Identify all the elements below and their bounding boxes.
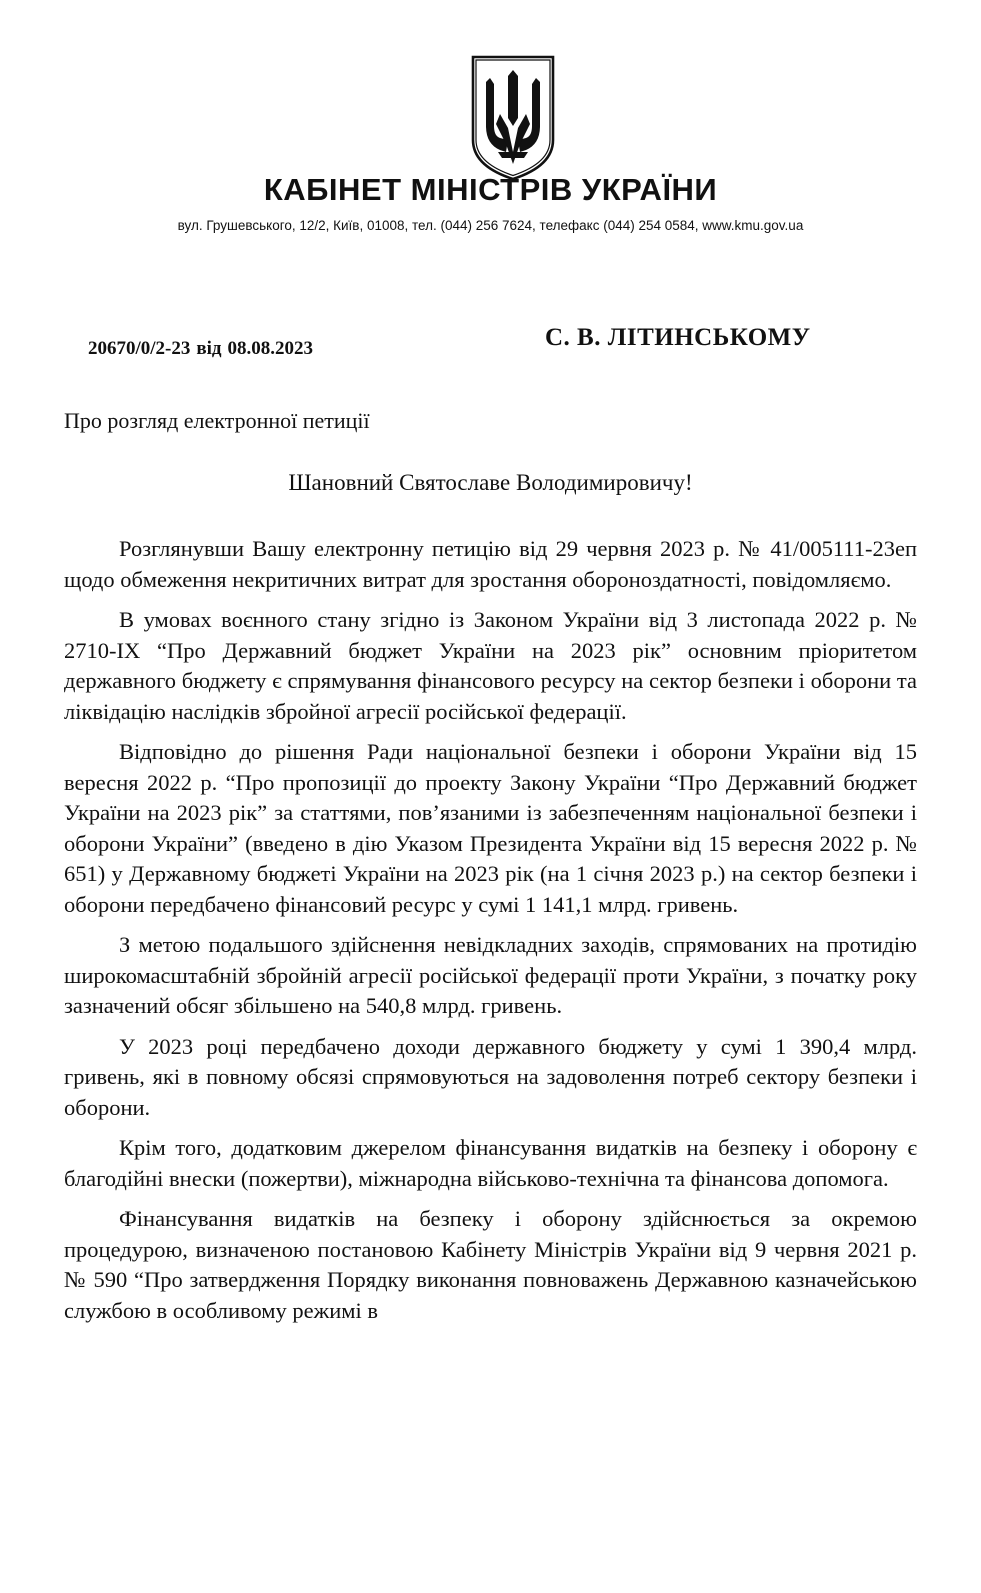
org-title: КАБІНЕТ МІНІСТРІВ УКРАЇНИ: [263, 172, 718, 207]
paragraph: З метою подальшого здійснення невідкладних заходів, спрямованих на протидію широкомасштабній збройній агресії російської федерації проти України, з початку року зазначений обсяг збільшено на 540,8 млрд. гривень.: [64, 932, 917, 1018]
paragraph: Крім того, додатковим джерелом фінансування видатків на безпеку і оборону є благодійні внески (пожертви), міжнародна військово-технічна та фінансова допомога.: [64, 1135, 917, 1191]
coat-of-arms-icon: [468, 54, 558, 182]
letter-subject: Про розгляд електронної петиції: [64, 408, 370, 433]
registration-from-word: від: [196, 338, 222, 359]
paragraph: Відповідно до рішення Ради національної безпеки і оборони України від 15 вересня 2022 р. “Про пропозиції до проекту Закону України “Про Державний бюджет України на 2023 рік” за статтями, пов’язаними із забезпеченням національної безпеки і оборони України” (введено в дію Указом Президента України від 15 вересня 2022 р. № 651) у Державному бюджеті України на 2023 рік (на 1 січня 2023 р.) на сектор безпеки і оборони передбачено фінансовий ресурс у сумі 1 141,1 млрд. гривень.: [64, 739, 917, 917]
addressee: С. В. ЛІТИНСЬКОМУ: [545, 324, 811, 351]
registration-date: 08.08.2023: [227, 338, 314, 359]
registration-number: 20670/0/2-23: [88, 338, 191, 359]
paragraph: В умовах воєнного стану згідно із Законом України від 3 листопада 2022 р. № 2710-IX “Про Державний бюджет України на 2023 рік” основним пріоритетом державного бюджету є спрямування фінансового ресурсу на сектор безпеки і оборони та ліквідацію наслідків збройної агресії російської федерації.: [64, 607, 917, 724]
letter-body: [64, 534, 917, 1336]
paragraph: У 2023 році передбачено доходи державного бюджету у сумі 1 390,4 млрд. гривень, які в повному обсязі спрямовуються на задоволення потреб сектору безпеки і оборони.: [64, 1033, 917, 1120]
org-address: вул. Грушевського, 12/2, Київ, 01008, тел. (044) 256 7624, телефакс (044) 254 0584, www.kmu.gov.ua: [177, 218, 804, 233]
salutation: Шановний Святославе Володимировичу!: [288, 470, 693, 495]
paragraph: Розглянувши Вашу електронну петицію від 29 червня 2023 р. № 41/005111-23еп щодо обмеження некритичних витрат для зростання обороноздатності, повідомляємо.: [64, 536, 917, 592]
paragraph: Фінансування видатків на безпеку і оборону здійснюється за окремою процедурою, визначеною постановою Кабінету Міністрів України від 9 червня 2021 р. № 590 “Про затвердження Порядку виконання повноважень Державною казначейською службою в особливому режимі в: [64, 1206, 917, 1323]
registration-line: [88, 338, 313, 360]
